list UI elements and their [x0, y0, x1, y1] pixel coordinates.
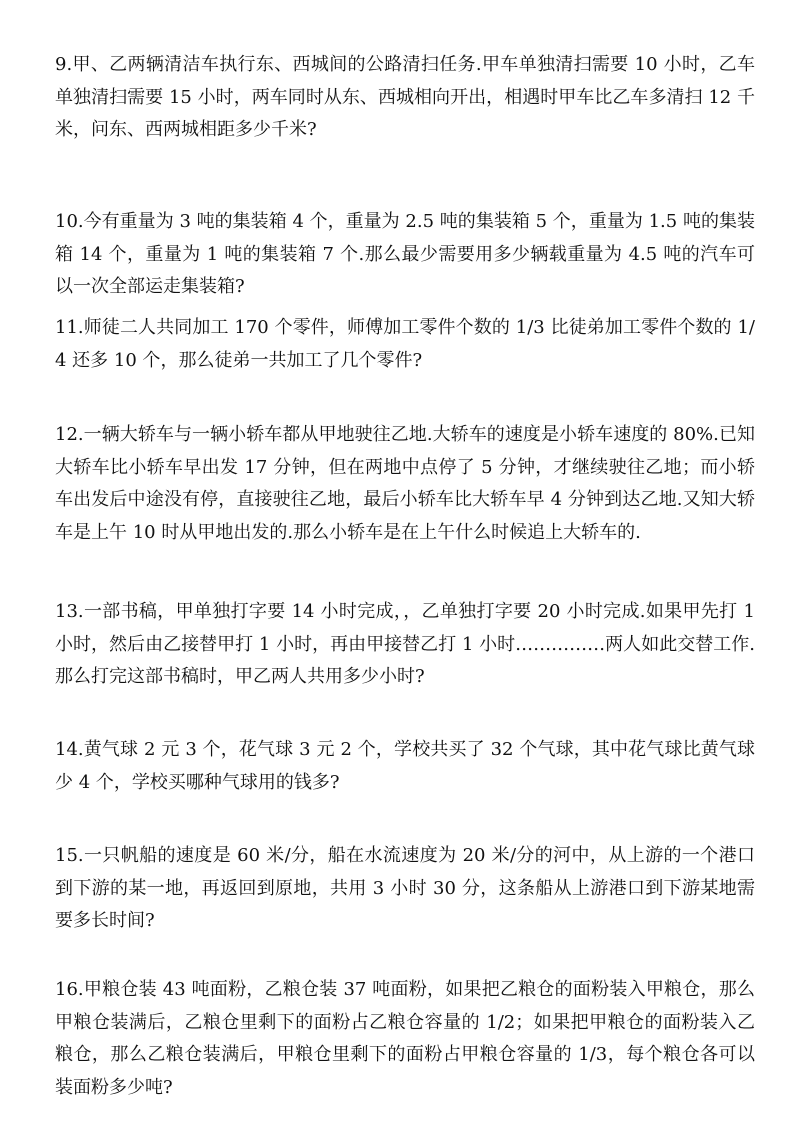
problem-15: 15.一只帆船的速度是 60 米/分，船在水流速度为 20 米/分的河中，从上游的一个港口到下游的某一地，再返回到原地，共用 3 小时 30 分，这条船从上游港口到下游某地需要多长时间? — [55, 845, 755, 931]
problem-13: 13.一部书稿，甲单独打字要 14 小时完成，，乙单独打字要 20 小时完成.如果甲先打 1 小时，然后由乙接替甲打 1 小时，再由甲接替乙打 1 小时……………两人如此交替工作.那么打完这部书稿时，甲乙两人共用多少小时? — [55, 601, 755, 687]
problem-10: 10.今有重量为 3 吨的集装箱 4 个，重量为 2.5 吨的集装箱 5 个，重量为 1.5 吨的集装箱 14 个，重量为 1 吨的集装箱 7 个.那么最少需要用多少辆载重量为 4.5 吨的汽车可以一次全部运走集装箱? — [55, 211, 755, 297]
problem-12: 12.一辆大轿车与一辆小轿车都从甲地驶往乙地.大轿车的速度是小轿车速度的 80%.已知大轿车比小轿车早出发 17 分钟，但在两地中点停了 5 分钟，才继续驶往乙地；而小轿车出发后中途没有停，直接驶往乙地，最后小轿车比大轿车早 4 分钟到达乙地.又知大轿车是上午 10 时从甲地出发的.那么小轿车是在上午什么时候追上大轿车的. — [55, 424, 755, 543]
problem-9: 9.甲、乙两辆清洁车执行东、西城间的公路清扫任务.甲车单独清扫需要 10 小时，乙车单独清扫需要 15 小时，两车同时从东、西城相向开出，相遇时甲车比乙车多清扫 12 千米，问东、西两城相距多少千米? — [55, 54, 755, 140]
problem-16: 16.甲粮仓装 43 吨面粉，乙粮仓装 37 吨面粉，如果把乙粮仓的面粉装入甲粮仓，那么甲粮仓装满后，乙粮仓里剩下的面粉占乙粮仓容量的 1/2；如果把甲粮仓的面粉装入乙粮仓，那么乙粮仓装满后，甲粮仓里剩下的面粉占甲粮仓容量的 1/3，每个粮仓各可以装面粉多少吨? — [55, 979, 755, 1098]
problem-11: 11.师徒二人共同加工 170 个零件，师傅加工零件个数的 1/3 比徒弟加工零件个数的 1/4 还多 10 个，那么徒弟一共加工了几个零件? — [55, 317, 755, 371]
problem-14: 14.黄气球 2 元 3 个，花气球 3 元 2 个，学校共买了 32 个气球，其中花气球比黄气球少 4 个，学校买哪种气球用的钱多? — [55, 739, 755, 793]
